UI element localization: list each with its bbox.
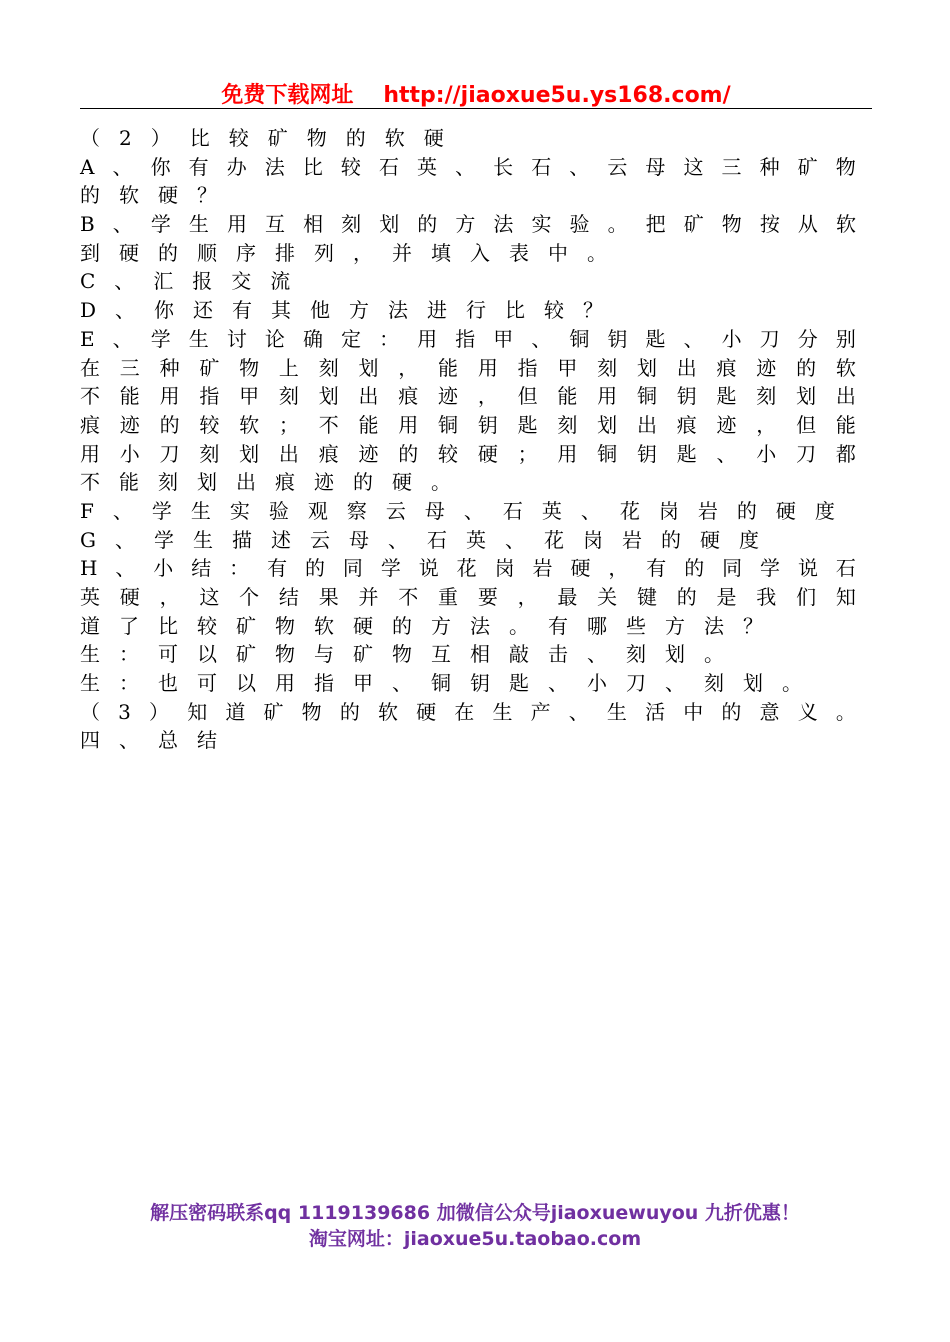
- header-label: 免费下载网址: [221, 83, 354, 108]
- header-url-link[interactable]: http://jiaoxue5u.ys168.com/: [383, 83, 731, 108]
- text-line: 英 硬 ， 这 个 结 果 并 不 重 要 ， 最 关 键 的 是 我 们 知: [80, 585, 856, 609]
- text-line: 生：可以矿物与矿物互相敲击、刻划。: [80, 642, 743, 667]
- text-line: 在 三 种 矿 物 上 刻 划 ， 能 用 指 甲 刻 划 出 痕 迹 的 软: [80, 355, 856, 380]
- text-line: E 、 学 生 讨 论 确 定 ： 用 指 甲 、 铜 钥 匙 、 小 刀 分 别: [80, 326, 856, 351]
- text-line: G、学生描述云母、石英、花岗岩的硬度: [80, 527, 778, 552]
- text-line: 痕 迹 的 较 软 ； 不 能 用 铜 钥 匙 刻 划 出 痕 迹 ， 但 能: [80, 412, 856, 437]
- text-line: 到硬的顺序排列，并填入表中。: [80, 240, 626, 265]
- download-site-header: [80, 78, 872, 109]
- header-divider: [80, 108, 872, 109]
- text-line: 四、总结: [80, 728, 236, 753]
- text-line: B 、 学 生 用 互 相 刻 划 的 方 法 实 验 。 把 矿 物 按 从 软: [80, 212, 856, 237]
- footer-taobao-line: 淘宝网址：jiaoxue5u.taobao.com: [308, 1228, 642, 1250]
- text-line: A 、 你 有 办 法 比 较 石 英 、 长 石 、 云 母 这 三 种 矿 物: [80, 154, 856, 179]
- text-line: （ 3 ） 知 道 矿 物 的 软 硬 在 生 产 、 生 活 中 的 意 义 。: [80, 699, 856, 724]
- text-line: 不 能 用 指 甲 刻 划 出 痕 迹 ， 但 能 用 铜 钥 匙 刻 划 出: [80, 384, 856, 409]
- text-line: 的软硬？: [80, 183, 236, 208]
- text-line: H 、 小 结 ： 有 的 同 学 说 花 岗 岩 硬 ， 有 的 同 学 说 石: [80, 556, 856, 581]
- text-line: 不能刻划出痕迹的硬。: [80, 470, 470, 495]
- text-line: 生：也可以用指甲、铜钥匙、小刀、刻划。: [80, 671, 821, 696]
- text-line: 用 小 刀 刻 划 出 痕 迹 的 较 硬 ； 用 铜 钥 匙 、 小 刀 都: [80, 441, 856, 466]
- text-line: （2）比较矿物的软硬: [80, 126, 463, 150]
- text-line: F、学生实验观察云母、石英、花岗岩的硬度: [80, 498, 854, 523]
- text-line: D、你还有其他方法进行比较？: [80, 298, 623, 323]
- text-line: C、汇报交流: [80, 269, 310, 294]
- document-body: [80, 124, 856, 755]
- text-line: 道了比较矿物软硬的方法。有哪些方法？: [80, 613, 782, 638]
- footer-contact-line: 解压密码联系qq 1119139686 加微信公众号jiaoxuewuyou 九折优惠！: [150, 1202, 800, 1224]
